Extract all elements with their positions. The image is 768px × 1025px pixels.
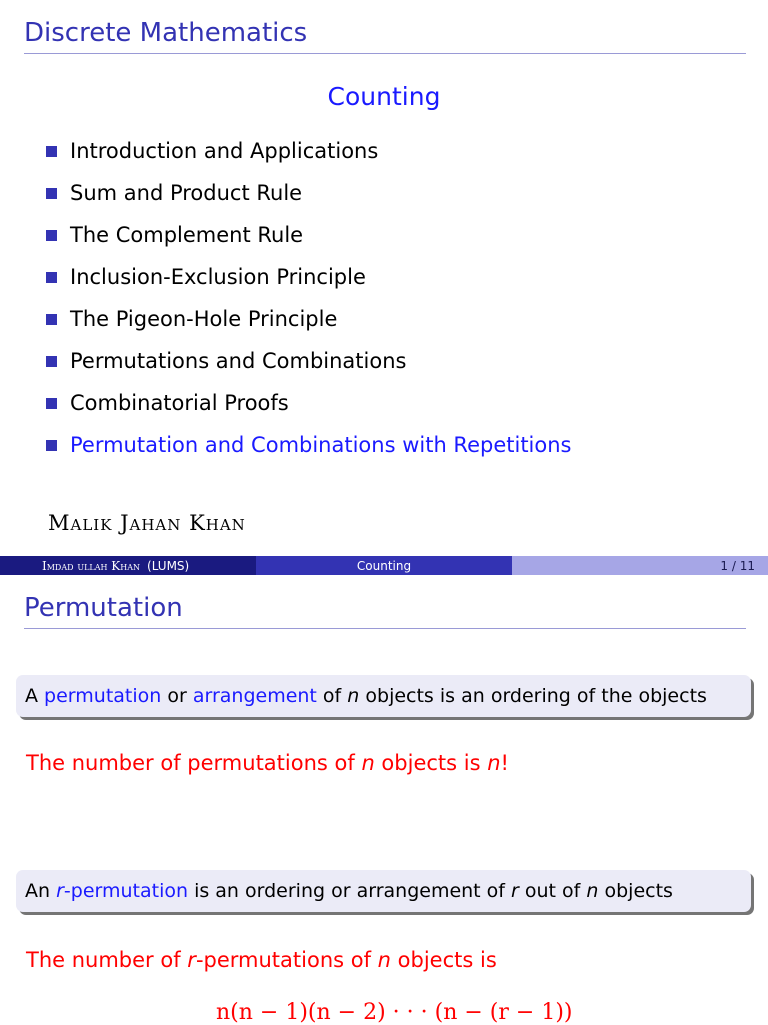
alert-permutation-count <box>26 751 509 775</box>
math-var: r <box>56 880 64 902</box>
definition-block-permutation <box>16 675 751 717</box>
term-permutation: permutation <box>44 685 162 707</box>
toc-item-label: Permutations and Combinations <box>70 349 407 373</box>
text: The number of permutations of <box>26 751 362 775</box>
toc-item-label: Introduction and Applications <box>70 139 379 163</box>
title-rule <box>24 53 746 54</box>
footline-institute: (LUMS) <box>147 558 190 573</box>
text: or <box>161 685 193 707</box>
bullet-square-icon <box>46 398 57 409</box>
footline-author-block <box>0 556 256 575</box>
footline-author: Imdad ullah Khan <box>42 558 141 573</box>
text: ! <box>500 751 509 775</box>
toc-item-label: Permutation and Combinations with Repetitions <box>70 433 572 457</box>
math-var: n <box>377 948 391 972</box>
math-var: n <box>586 880 599 902</box>
text: objects is <box>390 948 497 972</box>
math-var: r <box>187 948 196 972</box>
text: -permutations of <box>195 948 378 972</box>
toc-item-label: Combinatorial Proofs <box>70 391 289 415</box>
text: out of <box>518 880 587 902</box>
bullet-square-icon <box>46 146 57 157</box>
toc-title: Counting <box>327 82 441 111</box>
bullet-square-icon <box>46 356 57 367</box>
toc-item[interactable] <box>46 302 572 344</box>
definition-block-r-permutation <box>16 870 751 912</box>
math-var: n <box>361 751 375 775</box>
r-permutation-formula: n(n − 1)(n − 2) · · · (n − (r − 1)) <box>216 1000 573 1025</box>
bullet-square-icon <box>46 230 57 241</box>
toc-item[interactable] <box>46 176 572 218</box>
toc-item[interactable] <box>46 386 572 428</box>
toc-item[interactable] <box>46 134 572 176</box>
toc-item[interactable] <box>46 260 572 302</box>
alert-r-permutation-count <box>26 948 497 972</box>
title-rule <box>24 628 746 629</box>
footline-page-number: 1 / 11 <box>512 556 768 575</box>
term-arrangement: arrangement <box>192 685 317 707</box>
slide-author: Malik Jahan Khan <box>48 511 246 535</box>
toc-item[interactable] <box>46 344 572 386</box>
toc-item-label: Sum and Product Rule <box>70 181 303 205</box>
text: objects is an ordering of the objects <box>359 685 707 707</box>
term-r-permutation: -permutation <box>63 880 189 902</box>
bullet-square-icon <box>46 440 57 451</box>
bullet-square-icon <box>46 272 57 283</box>
toc-item[interactable] <box>46 218 572 260</box>
slide1-frame-title: Discrete Mathematics <box>24 18 308 48</box>
toc-item-label: The Complement Rule <box>70 223 304 247</box>
table-of-contents <box>46 134 572 470</box>
toc-item-label: Inclusion-Exclusion Principle <box>70 265 366 289</box>
bullet-square-icon <box>46 314 57 325</box>
slide2-frame-title: Permutation <box>24 593 183 623</box>
text: objects is <box>374 751 488 775</box>
text: of <box>316 685 348 707</box>
text: An <box>25 880 57 902</box>
text: The number of <box>26 948 188 972</box>
toc-item-label: The Pigeon-Hole Principle <box>70 307 338 331</box>
text: A <box>25 685 45 707</box>
math-var: n <box>347 685 360 707</box>
text: is an ordering or arrangement of <box>188 880 512 902</box>
footline-title: Counting <box>256 556 512 575</box>
math-var: n <box>487 751 501 775</box>
text: objects <box>598 880 673 902</box>
toc-item-current[interactable] <box>46 428 572 470</box>
bullet-square-icon <box>46 188 57 199</box>
footline <box>0 556 768 575</box>
math-var: r <box>511 880 519 902</box>
